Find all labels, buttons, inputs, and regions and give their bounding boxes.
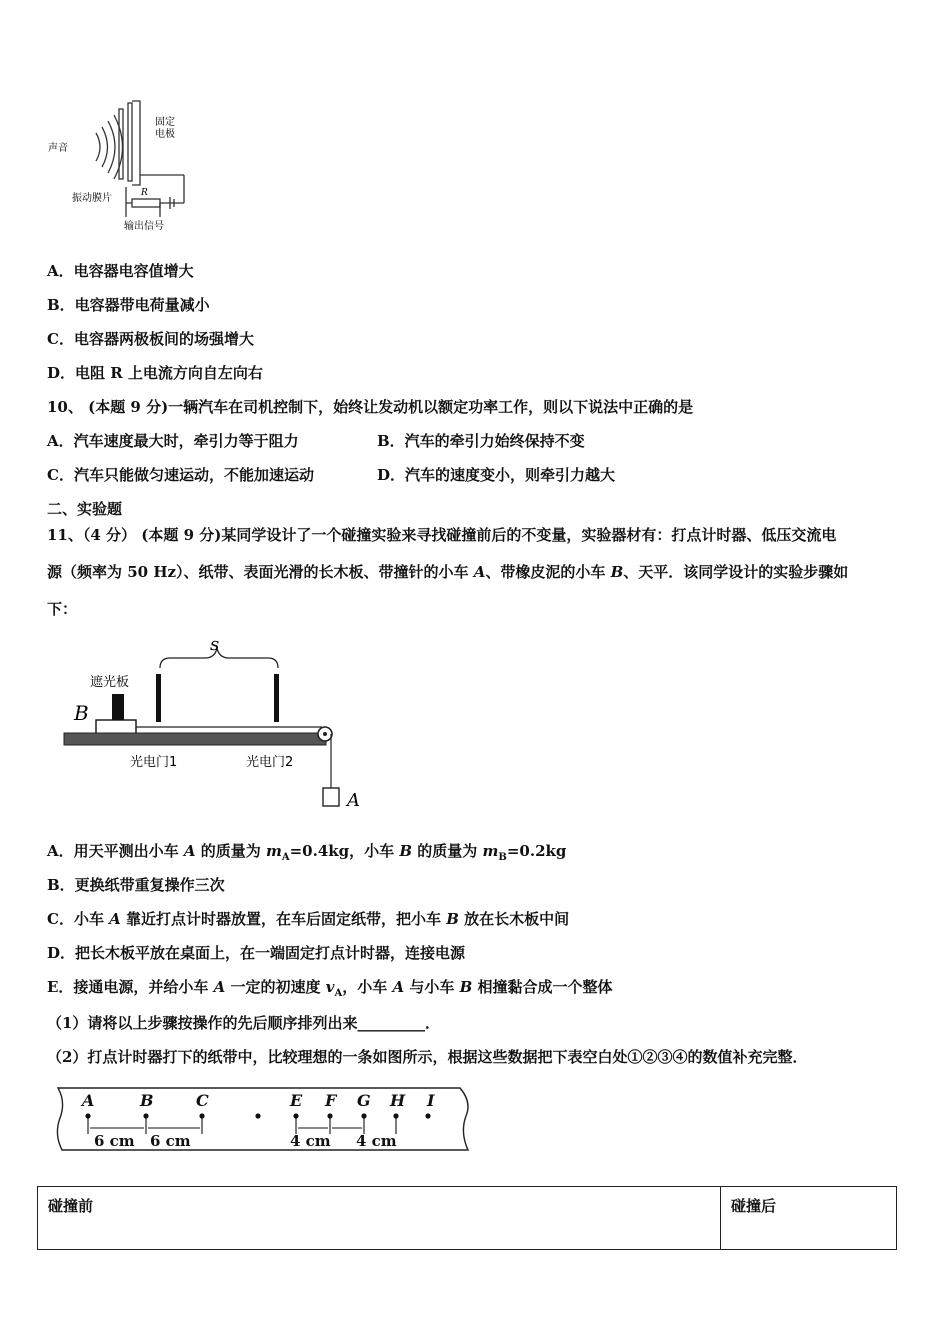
tape-label-b: B [140, 1091, 154, 1110]
tape-dot-d [255, 1113, 260, 1118]
photogate-1 [156, 674, 161, 722]
microphone-circuit-figure [40, 95, 200, 240]
step-e: E．接通电源，并给小车 A 一定的初速度 $v_A$，小车 A 与小车 B 相撞黏合成一个整体 [47, 978, 613, 999]
tape-dot-g [361, 1113, 366, 1118]
tape-label-c: C [196, 1091, 209, 1110]
tape-dot-b [143, 1113, 148, 1118]
electrode-bracket [132, 101, 140, 185]
sound-wave-arc-1 [96, 133, 100, 161]
step-d: D．把长木板平放在桌面上，在一端固定打点计时器，连接电源 [47, 944, 466, 962]
diaphragm-plate [119, 109, 123, 179]
weight-a-label: A [347, 790, 360, 811]
table-header-after: 碰撞后 [721, 1187, 897, 1250]
shade-plate-label: 遮光板 [90, 675, 130, 690]
photogate-setup-figure [60, 630, 370, 815]
q10-option-d: D．汽车的速度变小，则牵引力越大 [377, 466, 616, 484]
q11-line-1: 11、（4 分） (本题 9 分)某同学设计了一个碰撞实验来寻找碰撞前后的不变量，实验器材有：打点计时器、低压交流电 [47, 526, 837, 544]
fixed-electrode-plate [128, 103, 132, 181]
q10-option-b: B．汽车的牵引力始终保持不变 [377, 432, 585, 450]
section-title: 二、实验题 [47, 500, 123, 518]
tape-label-i: I [427, 1091, 435, 1110]
dist-ef-label: 4 cm [290, 1132, 331, 1150]
sound-wave-arc-3 [108, 121, 115, 173]
fixed-label-1: 固定 [155, 117, 175, 128]
q10-option-a: A．汽车速度最大时，牵引力等于阻力 [47, 432, 299, 450]
q9-option-b: B．电容器带电荷量减小 [47, 296, 210, 314]
sub-question-2: （2）打点计时器打下的纸带中，比较理想的一条如图所示，根据这些数据把下表空白处①②③④的数值补充完整． [47, 1048, 808, 1066]
resistor-label: R [141, 188, 148, 198]
table-row [38, 1187, 897, 1250]
tape-dot-i [425, 1113, 430, 1118]
photogate-2 [274, 674, 279, 722]
tape-dot-f [327, 1113, 332, 1118]
sub-question-1: （1）请将以上步骤按操作的先后顺序排列出来_________． [47, 1014, 440, 1032]
tape-label-e: E [290, 1091, 303, 1110]
sound-label: 声音 [48, 143, 68, 154]
paper-tape-figure [50, 1082, 475, 1157]
q11-line-2: 源（频率为 50 Hz）、纸带、表面光滑的长木板、带撞针的小车 A、带橡皮泥的小车 B、天平．该同学设计的实验步骤如 [47, 563, 849, 581]
dist-bc-label: 6 cm [150, 1132, 191, 1150]
tape-label-a: A [82, 1091, 95, 1110]
tape-label-f: F [325, 1091, 337, 1110]
tape-dot-e [293, 1113, 298, 1118]
step-b: B．更换纸带重复操作三次 [47, 876, 225, 894]
dist-gh-label: 4 cm [356, 1132, 397, 1150]
cart-b-label: B [74, 701, 89, 725]
q9-option-a: A．电容器电容值增大 [47, 262, 194, 280]
photogate-1-label: 光电门1 [130, 755, 178, 770]
q9-option-d: D．电阻 R 上电流方向自左向右 [47, 364, 263, 382]
tape-label-h: H [390, 1091, 406, 1110]
output-signal-label: 输出信号 [124, 221, 164, 232]
table-header-before: 碰撞前 [38, 1187, 721, 1250]
tape-dot-h [393, 1113, 398, 1118]
fixed-label-2: 电极 [155, 129, 175, 140]
shade-plate [112, 694, 124, 720]
resistor [132, 199, 160, 207]
long-board [64, 733, 326, 745]
distance-label: s [210, 634, 220, 655]
tape-dot-a [85, 1113, 90, 1118]
photogate-2-label: 光电门2 [246, 755, 294, 770]
step-a: A．用天平测出小车 A 的质量为 $m_A=0.4kg$，小车 B 的质量为 $m_B=0.2kg$ [47, 842, 567, 863]
q11-line-3: 下： [47, 600, 78, 618]
result-table [37, 1186, 897, 1250]
dist-ab-label: 6 cm [94, 1132, 135, 1150]
hanging-weight-a [323, 788, 339, 806]
sound-wave-arc-2 [102, 127, 108, 167]
q10-option-c: C．汽车只能做匀速运动，不能加速运动 [47, 466, 314, 484]
q10-stem: 10、 (本题 9 分)一辆汽车在司机控制下，始终让发动机以额定功率工作，则以下说法中正确的是 [47, 398, 694, 416]
tape-dot-c [199, 1113, 204, 1118]
step-c: C．小车 A 靠近打点计时器放置，在车后固定纸带，把小车 B 放在长木板中间 [47, 910, 570, 928]
tape-label-g: G [357, 1091, 371, 1110]
q9-option-c: C．电容器两极板间的场强增大 [47, 330, 254, 348]
diaphragm-label: 振动膜片 [72, 193, 112, 204]
